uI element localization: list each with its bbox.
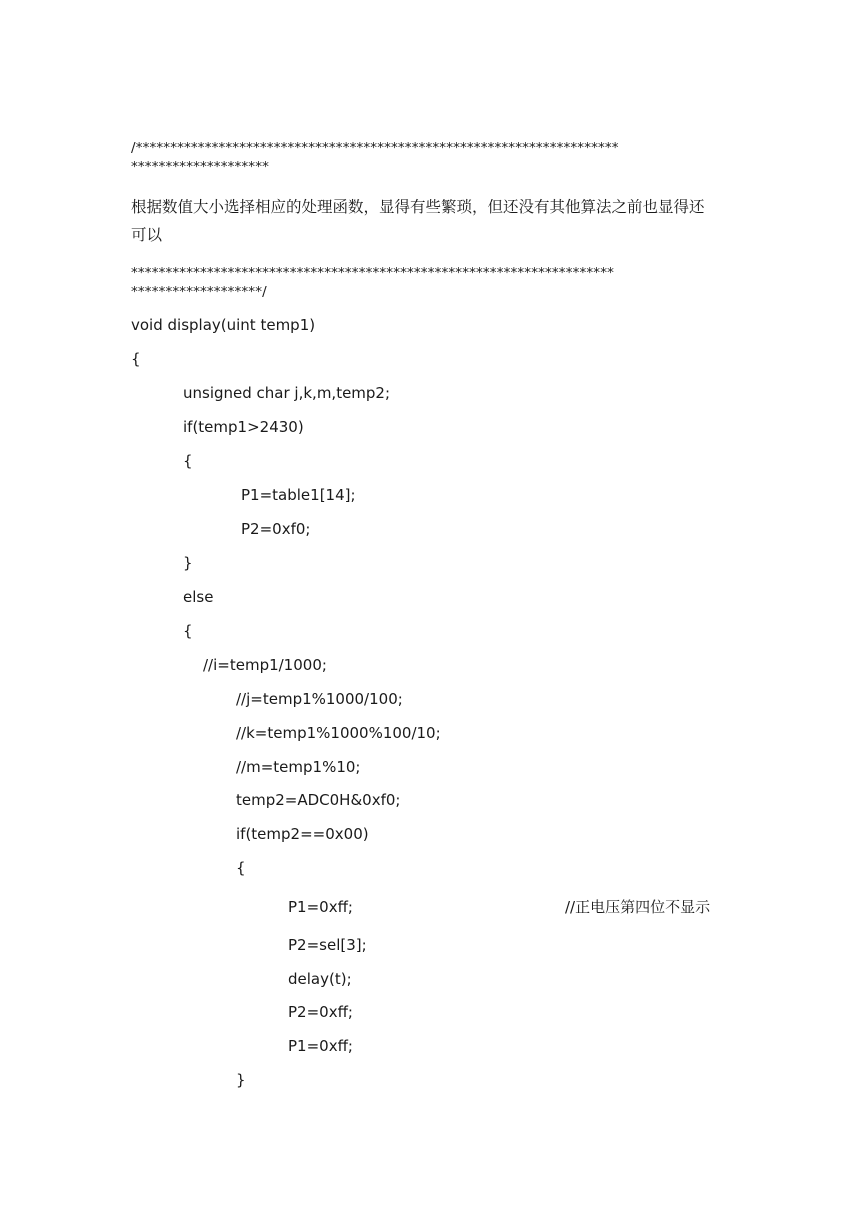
code-line: //k=temp1%1000%100/10; (236, 724, 441, 742)
code-line: //i=temp1/1000; (203, 656, 327, 674)
header-comment-line-2: ******************** (131, 159, 269, 175)
code-line: unsigned char j,k,m,temp2; (183, 384, 391, 402)
code-line: { (131, 350, 141, 368)
code-line: if(temp1>2430) (183, 418, 304, 436)
code-line: //j=temp1%1000/100; (236, 690, 403, 708)
header-comment-line-4: *******************/ (131, 284, 267, 300)
code-line: else (183, 588, 214, 606)
header-comment-line-3: ********************************************************************** (131, 265, 614, 281)
code-line: { (183, 622, 193, 640)
code-line: } (183, 554, 193, 572)
code-line: //m=temp1%10; (236, 758, 361, 776)
header-description-line-2: 可以 (131, 226, 163, 244)
code-line: P2=0xf0; (241, 520, 311, 538)
code-line: P2=0xff; (288, 1003, 353, 1021)
code-line: P1=0xff; (288, 898, 353, 916)
code-line: P1=table1[14]; (241, 486, 356, 504)
code-line: { (236, 859, 246, 877)
code-line: P2=sel[3]; (288, 936, 367, 954)
code-line: { (183, 452, 193, 470)
header-comment-line-1: /********************************************************************** (131, 140, 619, 156)
code-line: delay(t); (288, 970, 352, 988)
code-line: void display(uint temp1) (131, 316, 316, 334)
code-line: temp2=ADC0H&0xf0; (236, 791, 401, 809)
code-line: P1=0xff; (288, 1037, 353, 1055)
header-description-line-1: 根据数值大小选择相应的处理函数，显得有些繁琐，但还没有其他算法之前也显得还 (131, 198, 705, 216)
inline-comment: //正电压第四位不显示 (565, 898, 711, 916)
code-line: } (236, 1071, 246, 1089)
code-line: if(temp2==0x00) (236, 825, 369, 843)
